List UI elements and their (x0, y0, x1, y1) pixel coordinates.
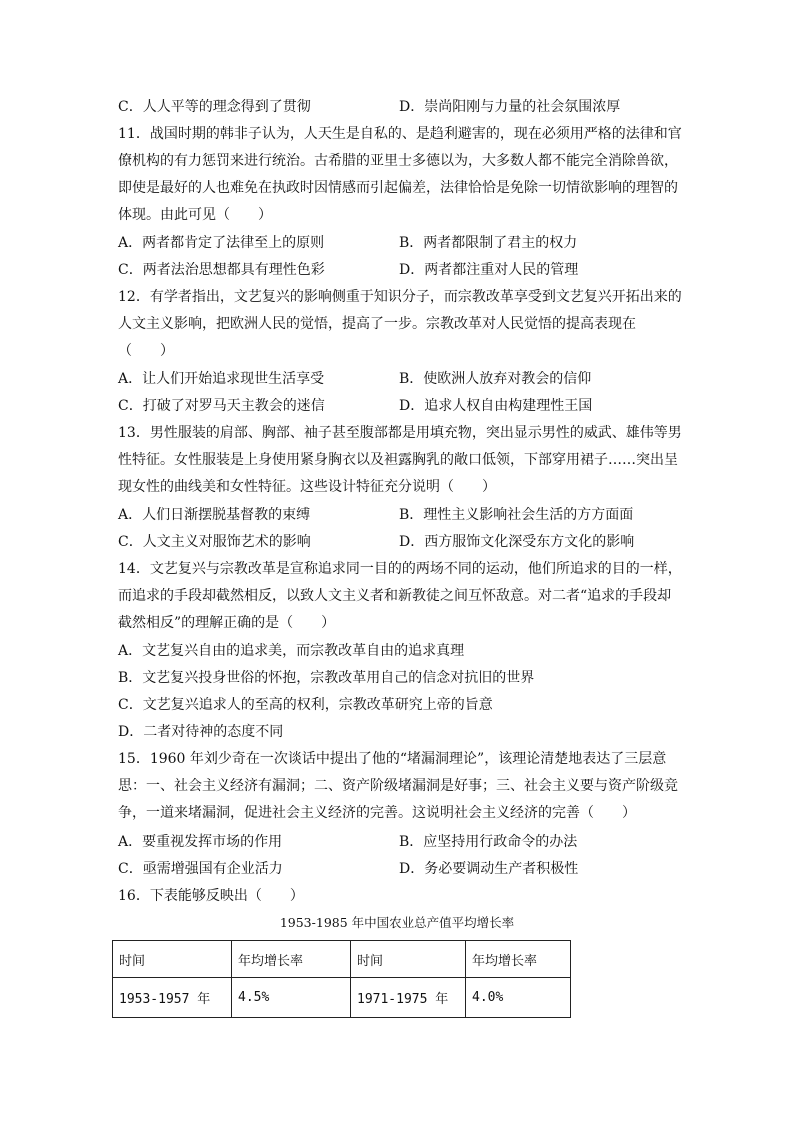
table-header-cell: 年均增长率 (466, 941, 571, 978)
q13-option-a: A．人们日渐摆脱基督教的束缚 (118, 507, 311, 523)
q15-stem-line-2: 思：一、社会主义经济有漏洞；二、资产阶级堵漏洞是好事；三、社会主义要与资产阶级竞 (118, 778, 678, 794)
table-cell: 1953-1957 年 (113, 978, 232, 1018)
q13-stem-line-3: 现女性的曲线美和女性特征。这些设计特征充分说明（ ） (118, 479, 496, 495)
q15-option-b: B．应坚持用行政命令的办法 (399, 834, 578, 850)
q12-stem-line-3: （ ） (118, 343, 174, 359)
table-header-cell: 时间 (351, 941, 466, 978)
q16-stem: 16．下表能够反映出（ ） (118, 888, 304, 904)
q10-option-c: C．人人平等的理念得到了贯彻 (118, 99, 311, 115)
q12-stem-line-2: 人文主义影响，把欧洲人民的觉悟，提高了一步。宗教改革对人民觉悟的提高表现在 (118, 316, 636, 332)
growth-rate-table (112, 940, 571, 1018)
q14-stem-line-2: 而追求的手段却截然相反，以致人文主义者和新教徒之间互怀敌意。对二者“追求的手段却 (118, 588, 672, 604)
q14-option-c: C．文艺复兴追求人的至高的权利，宗教改革研究上帝的旨意 (118, 697, 493, 713)
table-cell: 1971-1975 年 (351, 978, 466, 1018)
q14-option-d: D．二者对待神的态度不同 (118, 724, 284, 740)
q12-option-b: B．使欧洲人放弃对教会的信仰 (399, 371, 592, 387)
q11-option-a: A．两者都肯定了法律至上的原则 (118, 235, 325, 251)
table-cell: 4.5% (232, 978, 351, 1018)
q14-option-a: A．文艺复兴自由的追求美，而宗教改革自由的追求真理 (118, 643, 465, 659)
q11-stem-line-1: 11．战国时期的韩非子认为，人天生是自私的、是趋利避害的，现在必须用严格的法律和官 (118, 126, 682, 142)
q15-stem-line-3: 争，一道来堵漏洞，促进社会主义经济的完善。这说明社会主义经济的完善（ ） (118, 805, 636, 821)
q11-stem-line-2: 僚机构的有力惩罚来进行统治。古希腊的亚里士多德以为，大多数人都不能完全消除兽欲， (118, 153, 678, 169)
q10-option-d: D．崇尚阳刚与力量的社会氛围浓厚 (399, 99, 621, 115)
q11-option-c: C．两者法治思想都具有理性色彩 (118, 262, 325, 278)
q14-stem-line-1: 14．文艺复兴与宗教改革是宣称追求同一目的的两场不同的运动，他们所追求的目的一样， (118, 561, 682, 577)
q11-stem-line-3: 即使是最好的人也难免在执政时因情感而引起偏差，法律恰恰是免除一切情欲影响的理智的 (118, 180, 678, 196)
table-row (113, 978, 571, 1018)
q13-option-c: C．人文主义对服饰艺术的影响 (118, 534, 311, 550)
q13-option-d: D．西方服饰文化深受东方文化的影响 (399, 534, 635, 550)
q13-stem-line-2: 性特征。女性服装是上身使用紧身胸衣以及袒露胸乳的敞口低领，下部穿用裙子……突出呈 (118, 452, 678, 468)
q11-stem-line-4: 体现。由此可见（ ） (118, 207, 272, 223)
q13-stem-line-1: 13．男性服装的肩部、胸部、袖子甚至腹部都是用填充物，突出显示男性的威武、雄伟等男 (118, 425, 682, 441)
q12-option-c: C．打破了对罗马天主教会的迷信 (118, 398, 325, 414)
q15-stem-line-1: 15．1960 年刘少奇在一次谈话中提出了他的“堵漏洞理论”，该理论清楚地表达了三层意 (118, 751, 667, 767)
table-header-cell: 年均增长率 (232, 941, 351, 978)
q12-stem-line-1: 12．有学者指出，文艺复兴的影响侧重于知识分子，而宗教改革享受到文艺复兴开拓出来的 (118, 289, 682, 305)
q12-option-a: A．让人们开始追求现世生活享受 (118, 371, 325, 387)
q13-option-b: B．理性主义影响社会生活的方方面面 (399, 507, 634, 523)
table-header-cell: 时间 (113, 941, 232, 978)
q14-option-b: B．文艺复兴投身世俗的怀抱，宗教改革用自己的信念对抗旧的世界 (118, 670, 535, 686)
q11-option-b: B．两者都限制了君主的权力 (399, 235, 578, 251)
q15-option-c: C．亟需增强国有企业活力 (118, 861, 283, 877)
table-cell: 4.0% (466, 978, 571, 1018)
table-header-row (113, 941, 571, 978)
q12-option-d: D．追求人权自由构建理性王国 (399, 398, 593, 414)
q15-option-d: D．务必要调动生产者积极性 (399, 861, 579, 877)
q14-stem-line-3: 截然相反”的理解正确的是（ ） (118, 615, 336, 631)
table-caption: 1953-1985 年中国农业总产值平均增长率 (279, 915, 515, 930)
q11-option-d: D．两者都注重对人民的管理 (399, 262, 579, 278)
q15-option-a: A．要重视发挥市场的作用 (118, 834, 283, 850)
